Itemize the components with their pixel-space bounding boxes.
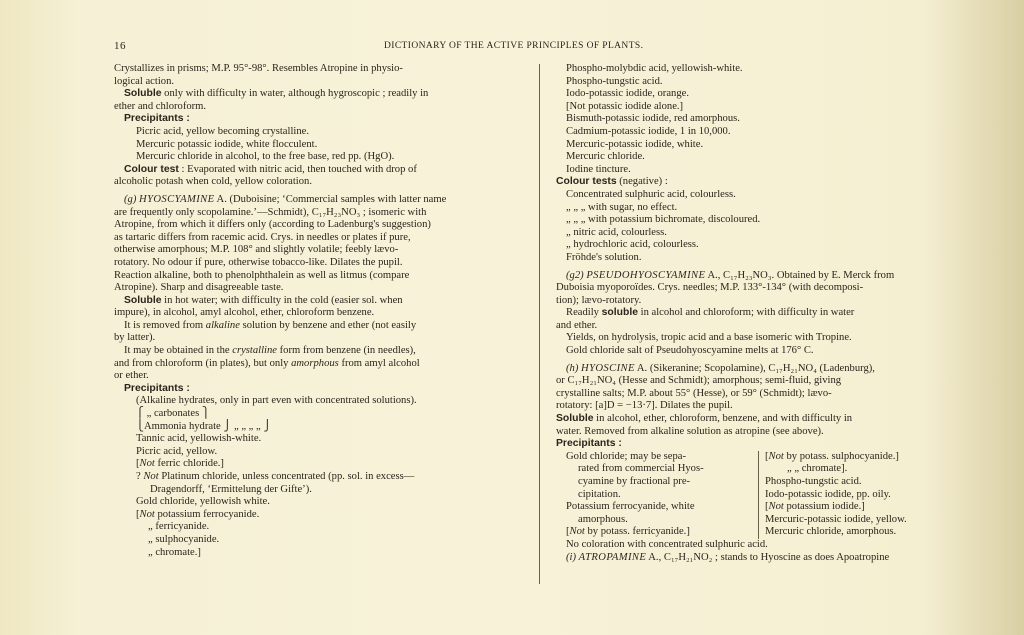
soluble-heading: Soluble xyxy=(556,413,594,425)
list-item: amorphous. xyxy=(578,513,628,525)
text-line: and from chloroform (in plates), but only amorphous from amyl alcohol xyxy=(114,357,420,369)
list-item: Iodo-potassic iodide, orange. xyxy=(566,88,689,100)
text-line: or C₁₇H₂₁NO₄ (Hesse and Schmidt); amorphous; semi-fluid, giving xyxy=(556,375,842,387)
text-line: Atropine, from which it differs only (according to Ladenburg's suggestion) xyxy=(114,219,431,231)
list-item: Fröhde's solution. xyxy=(566,251,642,263)
text-line: It is removed from alkaline solution by benzene and ether (not easily xyxy=(124,319,417,331)
text-line: Gold chloride salt of Pseudohyoscyamine melts at 176° C. xyxy=(566,345,814,357)
left-column xyxy=(114,63,530,559)
solubility-paragraph: Soluble only with difficulty in water, although hygroscopic ; readily in xyxy=(124,88,429,100)
list-item: Phospho-tungstic acid. xyxy=(566,75,663,87)
list-item: [Not potassic iodide alone.] xyxy=(566,100,684,112)
list-item: ⎧ „ carbonates ⎫ xyxy=(136,408,210,420)
list-item: Mercuric chloride. xyxy=(566,151,645,163)
list-item: Mercuric potassic iodide, white flocculent. xyxy=(136,138,318,150)
text-line: and ether. xyxy=(556,319,598,331)
precipitants-table xyxy=(556,451,970,539)
text-line: crystalline salts; M.P. about 55° (Hesse), or 59° (Schmidt); lævo- xyxy=(556,387,832,399)
list-item: „ ferricyanide. xyxy=(148,521,210,533)
running-title: DICTIONARY OF THE ACTIVE PRINCIPLES OF PLANTS. xyxy=(384,41,644,51)
list-item: (Alkaline hydrates, only in part even with concentrated solutions). xyxy=(136,395,417,407)
list-item: Bismuth-potassic iodide, red amorphous. xyxy=(566,113,740,125)
text-line: by latter). xyxy=(114,332,156,344)
soluble-heading: soluble xyxy=(601,307,638,319)
text-line: rotatory: [a]D = −13·7]. Dilates the pupil. xyxy=(556,400,733,412)
list-item: Iodo-potassic iodide, pp. oily. xyxy=(765,488,891,500)
text-line: logical action. xyxy=(114,75,175,87)
colour-tests-paragraph: Colour tests (negative) : xyxy=(556,176,668,188)
text-line: rotatory. No odour if pure, otherwise tobacco-like. Dilates the pupil. xyxy=(114,256,403,268)
text-line: Atropine). Sharp and disagreeable taste. xyxy=(114,282,284,294)
list-item: Mercuric-potassic iodide, yellow. xyxy=(765,513,907,525)
text-line: Duboisia myoporoïdes. Crys. needles; M.P. 133°-134° (with decomposi- xyxy=(556,282,864,294)
entry-hyoscyamine: (g) HYOSCYAMINE A. (Duboisine; ‘Commercial samples with latter name xyxy=(124,193,447,205)
list-item: [Not by potass. ferricyanide.] xyxy=(566,526,690,538)
list-item: „ „ „ with potassium bichromate, discoloured. xyxy=(566,214,761,226)
right-column xyxy=(556,63,970,564)
list-item: [Not potassium ferrocyanide. xyxy=(136,508,260,520)
list-item: Concentrated sulphuric acid, colourless. xyxy=(566,188,736,200)
list-item: [Not by potass. sulphocyanide.] xyxy=(765,450,899,462)
list-item: ? Not Platinum chloride, unless concentrated (pp. sol. in excess— xyxy=(136,471,415,482)
list-item: „ hydrochloric acid, colourless. xyxy=(566,239,699,251)
text-line: It may be obtained in the crystalline form from benzene (in needles), xyxy=(124,345,416,357)
list-item: Mercuric-potassic iodide, white. xyxy=(566,138,704,150)
column-divider xyxy=(539,64,540,584)
list-item: Gold chloride; may be sepa- xyxy=(566,450,687,462)
list-item: Mercuric chloride in alcohol, to the free base, red pp. (HgO). xyxy=(136,151,395,163)
precipitants-heading: Precipitants : xyxy=(124,113,190,125)
text-line: Reaction alkaline, both to phenolphthalein as well as litmus (compare xyxy=(114,269,410,281)
list-item: [Not potassium iodide.] xyxy=(765,501,865,513)
text-line: No coloration with concentrated sulphuric acid. xyxy=(566,538,768,550)
text-line: or ether. xyxy=(114,370,149,382)
solubility-paragraph: Soluble in hot water; with difficulty in the cold (easier sol. when xyxy=(124,294,403,306)
list-item: cipitation. xyxy=(578,488,621,500)
list-item: Cadmium-potassic iodide, 1 in 10,000. xyxy=(566,125,731,137)
entry-title: HYOSCYAMINE xyxy=(139,193,215,205)
soluble-heading: Soluble xyxy=(124,88,162,100)
text-line: impure), in alcohol, amyl alcohol, ether, chloroform benzene. xyxy=(114,307,375,319)
list-item: Iodine tincture. xyxy=(566,163,631,175)
text-line: water. Removed from alkaline solution as atropine (see above). xyxy=(556,425,824,437)
list-item: „ „ chromate]. xyxy=(787,463,848,475)
list-item: Potassium ferrocyanide, white xyxy=(566,501,695,513)
list-item: Phospho-tungstic acid. xyxy=(765,476,862,487)
page-number: 16 xyxy=(114,40,126,52)
soluble-heading: Soluble xyxy=(124,294,162,306)
text-line: ether and chloroform. xyxy=(114,100,207,112)
text-line: alcoholic potash when cold, yellow coloration. xyxy=(114,176,312,188)
entry-title: ATROPAMINE xyxy=(578,551,647,563)
list-item: rated from commercial Hyos- xyxy=(578,463,704,475)
list-item: Tannic acid, yellowish-white. xyxy=(136,433,262,445)
entry-title: HYOSCINE xyxy=(581,362,635,374)
list-item: Mercuric chloride, amorphous. xyxy=(765,526,897,538)
precipitants-heading: Precipitants : xyxy=(556,438,622,450)
list-item: Phospho-molybdic acid, yellowish-white. xyxy=(566,63,743,74)
text-line: Readily soluble in alcohol and chloroform; with difficulty in water xyxy=(566,307,855,319)
precipitants-col-a xyxy=(556,451,746,539)
list-item: Dragendorff, ‘Ermittelung der Gifte’). xyxy=(150,483,312,495)
entry-atropamine: (i) ATROPAMINE A., C₁₇H₂₁NO₂ ; stands to Hyoscine as does Apoatropine xyxy=(566,551,890,563)
text-line: are frequently only scopolamine.’—Schmidt), C₁₇H₂₃NO₃ ; isomeric with xyxy=(114,206,427,218)
list-item: „ nitric acid, colourless. xyxy=(566,226,667,238)
list-item: [Not ferric chloride.] xyxy=(136,458,224,470)
list-item: Picric acid, yellow becoming crystalline. xyxy=(136,125,309,137)
entry-hyoscine: (h) HYOSCINE A. (Sikeranine; Scopolamine), C₁₇H₂₁NO₄ (Ladenburg), xyxy=(566,362,875,374)
entry-title: PSEUDOHYOSCYAMINE xyxy=(586,269,706,281)
list-item: ⎩Ammonia hydrate ⎭ „ „ „ „ ⎭ xyxy=(136,420,272,432)
list-item: „ sulphocyanide. xyxy=(148,533,220,545)
list-item: Gold chloride, yellowish white. xyxy=(136,496,270,508)
precipitants-heading: Precipitants : xyxy=(124,382,190,394)
colour-tests-heading: Colour tests xyxy=(556,176,617,188)
text-line: as tartaric differs from racemic acid. Crys. in needles or plates if pure, xyxy=(114,231,411,243)
text-line: Yields, on hydrolysis, tropic acid and a base isomeric with Tropine. xyxy=(566,332,852,344)
precipitants-col-b xyxy=(758,451,965,539)
list-item: „ chromate.] xyxy=(148,546,201,558)
text-line: Soluble in alcohol, ether, chloroform, benzene, and with difficulty in xyxy=(556,413,853,425)
list-item: cyamine by fractional pre- xyxy=(578,476,691,487)
text-line: Crystallizes in prisms; M.P. 95°-98°. Resembles Atropine in physio- xyxy=(114,63,403,74)
list-item: „ „ „ with sugar, no effect. xyxy=(566,201,678,213)
colour-test-paragraph: Colour test : Evaporated with nitric acid, then touched with drop of xyxy=(124,163,417,175)
text-line: tion); lævo-rotatory. xyxy=(556,294,642,306)
colour-test-heading: Colour test xyxy=(124,163,179,175)
text-line: otherwise amorphous; M.P. 108° and slightly volatile; feebly lævo- xyxy=(114,244,399,256)
entry-pseudohyoscyamine: (g2) PSEUDOHYOSCYAMINE A., C₁₇H₂₃NO₃. Obtained by E. Merck from xyxy=(566,269,895,281)
list-item: Picric acid, yellow. xyxy=(136,445,218,457)
